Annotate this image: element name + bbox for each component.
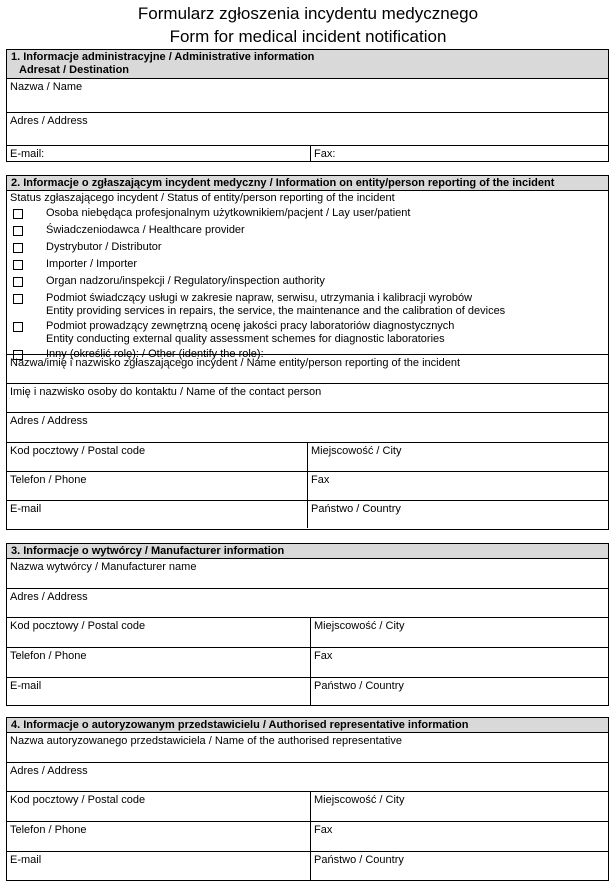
- form-title-en: Form for medical incident notification: [169, 27, 447, 46]
- reporter-status-group: [7, 191, 608, 360]
- option-label: Importer / Importer: [46, 258, 138, 270]
- checkbox-regulatory-authority[interactable]: [13, 277, 23, 287]
- reporter-postal-field[interactable]: [7, 443, 307, 471]
- option-label: Osoba niebędąca profesjonalnym użytkownikiem/pacjent / Lay user/patient: [46, 207, 411, 219]
- section-3-header: 3. Informacje o wytwórcy / Manufacturer information: [7, 544, 608, 559]
- checkbox-lay-user[interactable]: [13, 209, 23, 219]
- representative-postal-row: [7, 791, 608, 821]
- phone-label: Telefon / Phone: [10, 474, 87, 486]
- country-label: Państwo / Country: [314, 680, 404, 692]
- option-label-en: Entity conducting external quality assessment schemes for diagnostic laboratories: [46, 333, 445, 345]
- manufacturer-phone-field[interactable]: [7, 648, 310, 677]
- phone-label: Telefon / Phone: [10, 824, 87, 836]
- city-label: Miejscowość / City: [314, 620, 405, 632]
- city-label: Miejscowość / City: [311, 445, 402, 457]
- reporter-name-field[interactable]: [7, 354, 608, 383]
- destination-address-field[interactable]: [7, 112, 608, 145]
- section-1-header: [7, 50, 608, 79]
- option-label-en: Entity providing services in repairs, the service, the maintenance and the calibration of devices: [46, 305, 506, 317]
- reporter-email-row: [7, 500, 608, 528]
- manufacturer-name-label: Nazwa wytwórcy / Manufacturer name: [10, 561, 197, 573]
- country-label: Państwo / Country: [311, 503, 401, 515]
- representative-fax-field[interactable]: [310, 822, 608, 851]
- representative-address-field[interactable]: [7, 762, 608, 791]
- reporter-address-label: Adres / Address: [10, 415, 88, 427]
- status-option-importer[interactable]: [10, 258, 605, 273]
- representative-email-field[interactable]: [7, 852, 310, 880]
- checkbox-service-entity[interactable]: [13, 294, 23, 304]
- city-label: Miejscowość / City: [314, 794, 405, 806]
- manufacturer-postal-field[interactable]: [7, 618, 310, 647]
- reporter-name-label: Nazwa/imię i nazwisko zgłaszającego incydent / Name entity/person reporting of the incident: [10, 357, 461, 369]
- option-label: Świadczeniodawca / Healthcare provider: [46, 224, 245, 236]
- fax-label: Fax: [314, 650, 333, 662]
- manufacturer-country-field[interactable]: [310, 678, 608, 705]
- status-option-lay-user[interactable]: [10, 207, 605, 222]
- status-option-service-entity[interactable]: [10, 292, 605, 318]
- representative-postal-field[interactable]: [7, 792, 310, 821]
- manufacturer-phone-row: [7, 647, 608, 677]
- contact-person-label: Imię i nazwisko osoby do kontaktu / Name of the contact person: [10, 386, 322, 398]
- option-label: Dystrybutor / Distributor: [46, 241, 162, 253]
- reporter-email-field[interactable]: [7, 501, 307, 528]
- checkbox-importer[interactable]: [13, 260, 23, 270]
- section-1-title: 1. Informacje administracyjne / Administrative information: [11, 51, 315, 63]
- email-label: E-mail: [10, 854, 42, 866]
- section-administrative: [6, 49, 609, 162]
- postal-label: Kod pocztowy / Postal code: [10, 620, 146, 632]
- manufacturer-email-field[interactable]: [7, 678, 310, 705]
- representative-city-field[interactable]: [310, 792, 608, 821]
- destination-name-label: Nazwa / Name: [10, 81, 83, 93]
- manufacturer-address-label: Adres / Address: [10, 591, 88, 603]
- representative-name-field[interactable]: [7, 733, 608, 762]
- country-label: Państwo / Country: [314, 854, 404, 866]
- status-option-eqa-entity[interactable]: [10, 320, 605, 346]
- fax-label: Fax: [311, 474, 330, 486]
- reporter-country-field[interactable]: [307, 501, 608, 528]
- section-manufacturer: [6, 543, 609, 706]
- manufacturer-email-row: [7, 677, 608, 705]
- section-authorised-representative: [6, 717, 609, 881]
- destination-fax-field[interactable]: [310, 146, 608, 161]
- representative-phone-row: [7, 821, 608, 851]
- destination-name-field[interactable]: [7, 79, 608, 112]
- postal-label: Kod pocztowy / Postal code: [10, 794, 146, 806]
- status-option-distributor[interactable]: [10, 241, 605, 256]
- checkbox-healthcare-provider[interactable]: [13, 226, 23, 236]
- option-label: Podmiot świadczący usługi w zakresie napraw, serwisu, utrzymania i kalibracji wyrobów: [46, 292, 473, 304]
- option-label: Podmiot prowadzący zewnętrzną ocenę jakości pracy laboratoriów diagnostycznych: [46, 320, 455, 332]
- status-option-healthcare-provider[interactable]: [10, 224, 605, 239]
- destination-label: Adresat / Destination: [19, 64, 130, 76]
- section-reporter: [6, 175, 609, 530]
- phone-label: Telefon / Phone: [10, 650, 87, 662]
- representative-name-label: Nazwa autoryzowanego przedstawiciela / Name of the authorised representative: [10, 735, 402, 747]
- destination-email-field[interactable]: [7, 146, 310, 161]
- manufacturer-fax-field[interactable]: [310, 648, 608, 677]
- representative-email-row: [7, 851, 608, 880]
- reporter-address-field[interactable]: [7, 412, 608, 442]
- representative-phone-field[interactable]: [7, 822, 310, 851]
- email-label: E-mail:: [10, 148, 45, 160]
- manufacturer-name-field[interactable]: [7, 559, 608, 588]
- status-option-regulatory-authority[interactable]: [10, 275, 605, 290]
- section-4-header: 4. Informacje o autoryzowanym przedstawicielu / Authorised representative information: [7, 718, 608, 733]
- reporter-city-field[interactable]: [307, 443, 608, 471]
- representative-country-field[interactable]: [310, 852, 608, 880]
- option-label: Inny (określić rolę): / Other (identify the role):: [46, 348, 264, 360]
- reporter-postal-row: [7, 442, 608, 471]
- checkbox-eqa-entity[interactable]: [13, 322, 23, 332]
- destination-contact-row: [7, 145, 608, 161]
- form-title-pl: Formularz zgłoszenia incydentu medycznego: [137, 4, 479, 23]
- checkbox-distributor[interactable]: [13, 243, 23, 253]
- reporter-status-label: Status zgłaszającego incydent / Status of entity/person reporting of the incident: [10, 192, 395, 204]
- fax-label: Fax: [314, 824, 333, 836]
- manufacturer-address-field[interactable]: [7, 588, 608, 617]
- section-2-header: 2. Informacje o zgłaszającym incydent medyczny / Information on entity/person reporting of the incident: [7, 176, 608, 191]
- reporter-phone-field[interactable]: [7, 472, 307, 500]
- manufacturer-city-field[interactable]: [310, 618, 608, 647]
- email-label: E-mail: [10, 680, 42, 692]
- option-label: Organ nadzoru/inspekcji / Regulatory/inspection authority: [46, 275, 325, 287]
- contact-person-field[interactable]: [7, 383, 608, 412]
- representative-address-label: Adres / Address: [10, 765, 88, 777]
- email-label: E-mail: [10, 503, 42, 515]
- destination-address-label: Adres / Address: [10, 115, 88, 127]
- reporter-fax-field[interactable]: [307, 472, 608, 500]
- manufacturer-postal-row: [7, 617, 608, 647]
- postal-label: Kod pocztowy / Postal code: [10, 445, 146, 457]
- reporter-phone-row: [7, 471, 608, 500]
- fax-label: Fax:: [314, 148, 336, 160]
